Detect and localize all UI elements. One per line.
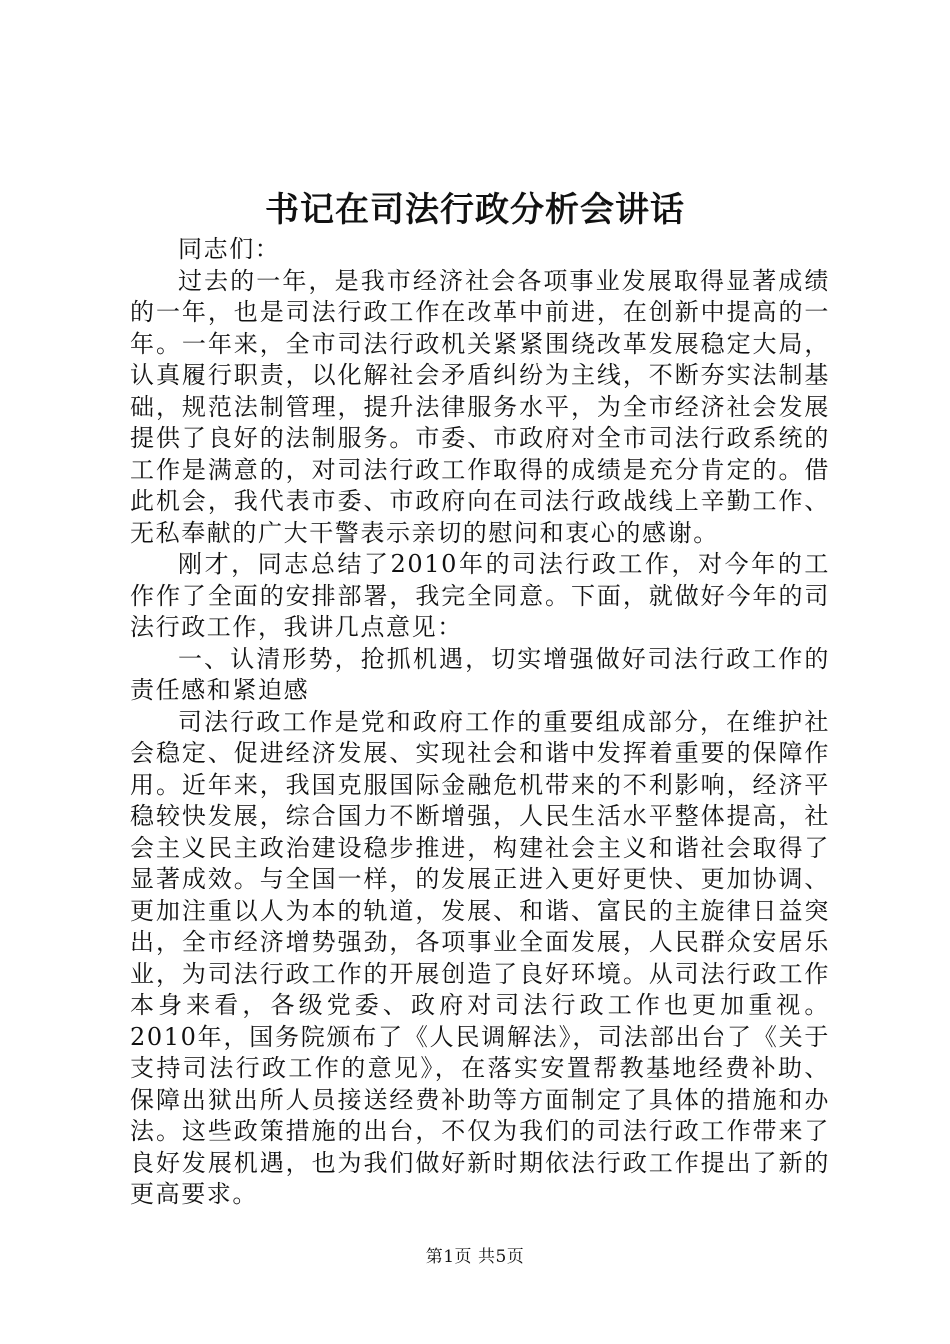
document-title: 书记在司法行政分析会讲话 [265,190,685,230]
salutation-paragraph: 同志们： [178,235,281,263]
section-heading: 一、认清形势，抢抓机遇，切实增强做好司法行政工作的责任感和紧迫感 [130,644,830,704]
body-paragraph: 刚才，同志总结了2010年的司法行政工作，对今年的工作作了全面的安排部署，我完全同意。下面，就做好今年的司法行政工作，我讲几点意见： [130,550,830,641]
body-paragraph: 过去的一年，是我市经济社会各项事业发展取得显著成绩的一年，也是司法行政工作在改革中前进，在创新中提高的一年。一年来，全市司法行政机关紧紧围绕改革发展稳定大局，认真履行职责，以化解社会矛盾纠纷为主线，不断夯实法制基础，规范法制管理，提升法律服务水平，为全市经济社会发展提供了良好的法制服务。市委、市政府对全市司法行政系统的工作是满意的，对司法行政工作取得的成绩是充分肯定的。借此机会，我代表市委、市政府向在司法行政战线上辛勤工作、无私奉献的广大干警表示亲切的慰问和衷心的感谢。 [130,266,830,547]
body-paragraph: 司法行政工作是党和政府工作的重要组成部分，在维护社会稳定、促进经济发展、实现社会和谐中发挥着重要的保障作用。近年来，我国克服国际金融危机带来的不利影响，经济平稳较快发展，综合国力不断增强，人民生活水平整体提高，社会主义民主政治建设稳步推进，构建社会主义和谐社会取得了显著成效。与全国一样，的发展正进入更好更快、更加协调、更加注重以人为本的轨道，发展、和谐、富民的主旋律日益突出，全市经济增势强劲，各项事业全面发展，人民群众安居乐业，为司法行政工作的开展创造了良好环境。从司法行政工作本身来看，各级党委、政府对司法行政工作也更加重视。2010年，国务院颁布了《人民调解法》，司法部出台了《关于支持司法行政工作的意见》，在落实安置帮教基地经费补助、保障出狱出所人员接送经费补助等方面制定了具体的措施和办法。这些政策措施的出台，不仅为我们的司法行政工作带来了良好发展机遇，也为我们做好新时期依法行政工作提出了新的更高要求。 [130,707,830,1208]
document-body [130,234,830,1211]
page-number-footer: 第1页 共5页 [425,1247,525,1267]
